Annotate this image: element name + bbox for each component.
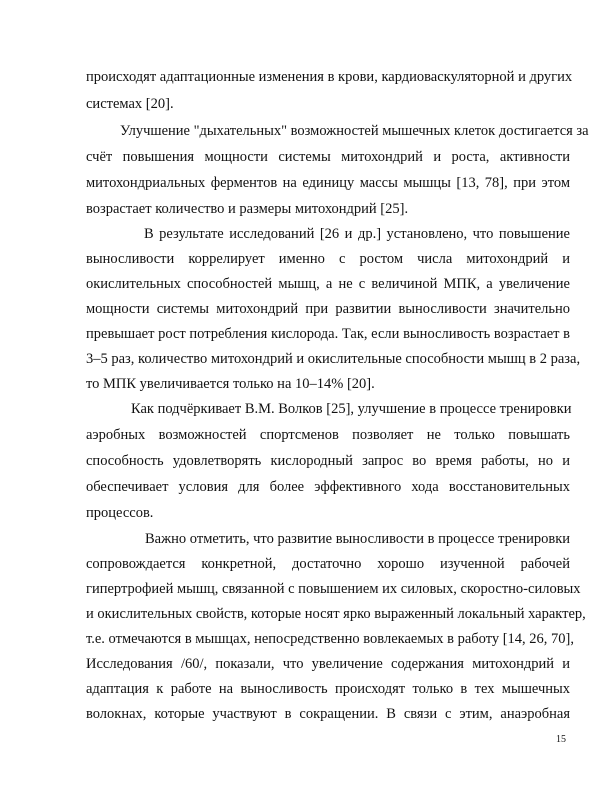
- text-line-21: гипертрофией мышц, связанной с повышением их силовых, скоростно-силовых: [86, 581, 581, 597]
- text-line-6: возрастает количество и размеры митохондрий [25].: [86, 201, 409, 217]
- text-line-11: превышает рост потребления кислорода. Так, если выносливость возрастает в: [86, 326, 570, 342]
- text-line-15: аэробных возможностей спортсменов позволяет не только повышать: [86, 427, 570, 443]
- text-line-14: Как подчёркивает В.М. Волков [25], улучшение в процессе тренировки: [131, 401, 572, 417]
- text-line-9: окислительных способностей мышц, а не с величиной МПК, а увеличение: [86, 276, 570, 292]
- text-line-5: митохондриальных ферментов на единицу массы мышцы [13, 78], при этом: [86, 175, 570, 191]
- text-line-13: то МПК увеличивается только на 10–14% [20].: [86, 376, 375, 392]
- text-line-4: счёт повышения мощности системы митохондрий и роста, активности: [86, 149, 570, 165]
- text-line-18: процессов.: [86, 505, 154, 521]
- text-line-16: способность удовлетворять кислородный запрос во время работы, но и: [86, 453, 570, 469]
- text-line-1: происходят адаптационные изменения в крови, кардиоваскуляторной и других: [86, 69, 573, 85]
- text-line-12: 3–5 раз, количество митохондрий и окислительные способности мышц в 2 раза,: [86, 351, 581, 367]
- text-line-20: сопровождается конкретной, достаточно хорошо изученной рабочей: [86, 556, 570, 572]
- text-line-22: и окислительных свойств, которые носят ярко выраженный локальный характер,: [86, 606, 586, 622]
- text-line-3: Улучшение "дыхательных" возможностей мышечных клеток достигается за: [120, 123, 589, 139]
- text-line-25: адаптация к работе на выносливость происходят только в тех мышечных: [86, 681, 570, 697]
- text-line-19: Важно отметить, что развитие выносливости в процессе тренировки: [145, 531, 570, 547]
- text-line-2: системах [20].: [86, 96, 174, 112]
- text-line-26: волокнах, которые участвуют в сокращении. В связи с этим, анаэробная: [86, 706, 570, 722]
- text-line-10: мощности системы митохондрий при развитии выносливости значительно: [86, 301, 570, 317]
- text-line-24: Исследования /60/, показали, что увеличение содержания митохондрий и: [86, 656, 570, 672]
- page-number: 15: [556, 734, 566, 745]
- text-line-23: т.е. отмечаются в мышцах, непосредственно вовлекаемых в работу [14, 26, 70],: [86, 631, 575, 647]
- text-line-17: обеспечивает условия для более эффективного хода восстановительных: [86, 479, 570, 495]
- text-line-8: выносливости коррелирует именно с ростом числа митохондрий и: [86, 251, 570, 267]
- text-line-7: В результате исследований [26 и др.] установлено, что повышение: [144, 226, 570, 242]
